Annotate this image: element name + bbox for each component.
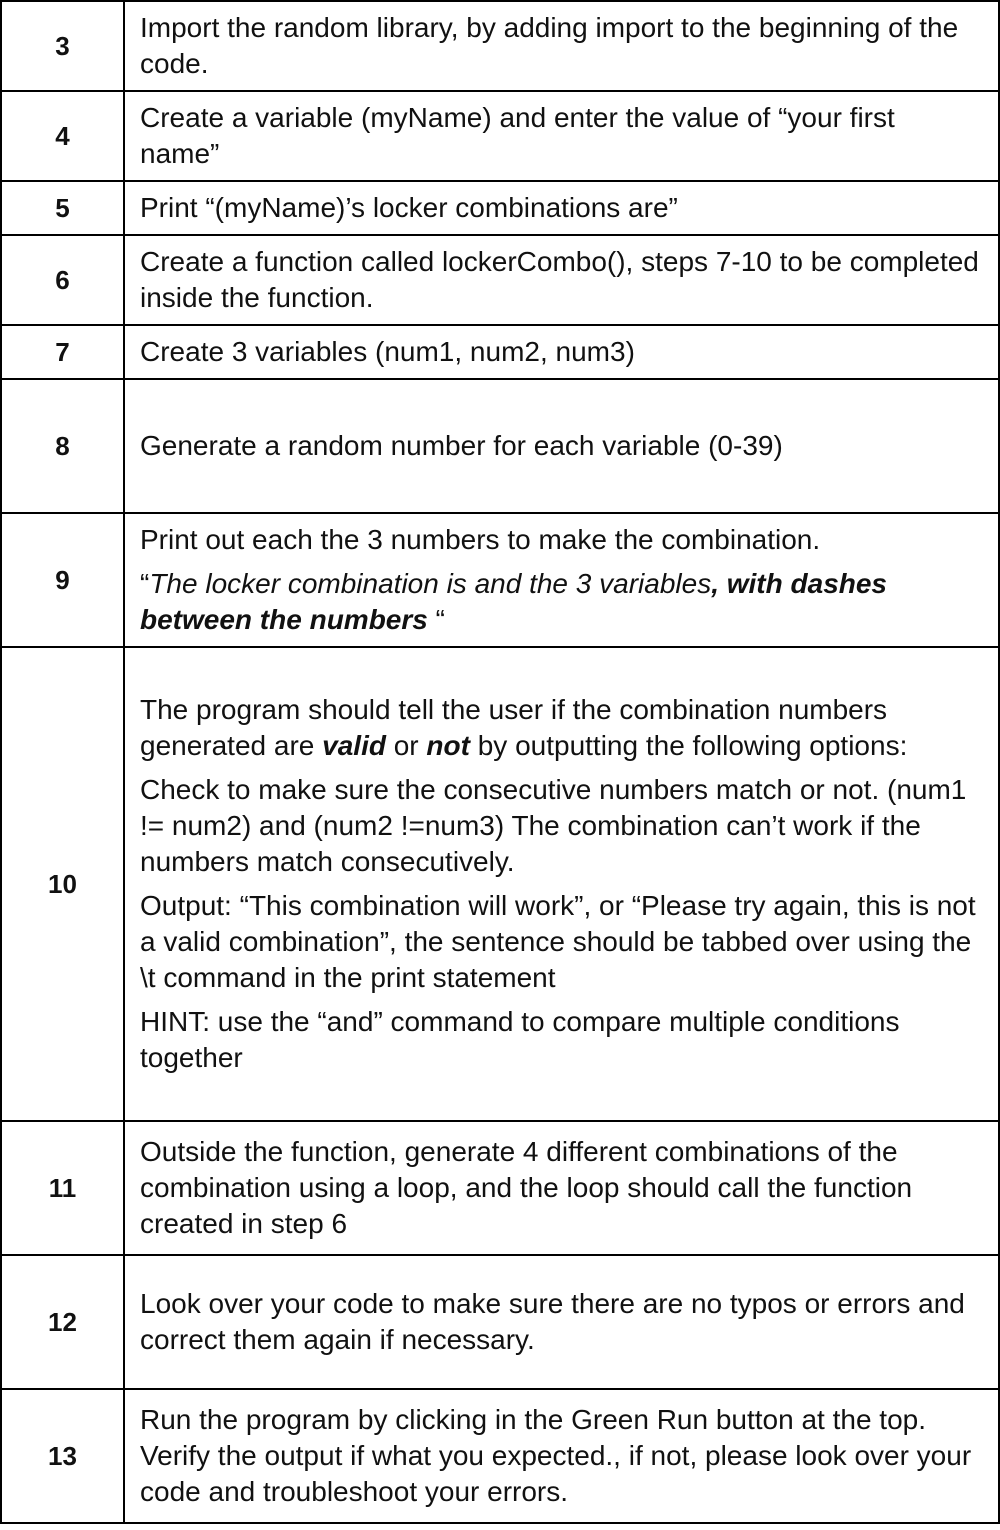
step-text: Import the random library, by adding import to the beginning of the code. — [124, 1, 999, 91]
step-number: 5 — [1, 181, 124, 235]
table-row — [1, 1255, 999, 1389]
not-emphasis: not — [426, 730, 470, 761]
table-row — [1, 235, 999, 325]
step-paragraph: Check to make sure the consecutive numbers match or not. (num1 != num2) and (num2 !=num3) The combination can’t work if the numbers match consecutively. — [140, 774, 967, 877]
step-text: Look over your code to make sure there are no typos or errors and correct them again if necessary. — [124, 1255, 999, 1389]
table-row — [1, 181, 999, 235]
step-number: 6 — [1, 235, 124, 325]
step-text: Create a variable (myName) and enter the value of “your first name” — [124, 91, 999, 181]
bold-italic-text: , with dashes between the numbers — [140, 568, 888, 635]
step-number: 13 — [1, 1389, 124, 1523]
step-text: Run the program by clicking in the Green Run button at the top. Verify the output if what you expected., if not, please look over your code and troubleshoot your errors. — [124, 1389, 999, 1523]
italic-text: The locker combination is and the 3 variables — [149, 568, 712, 599]
step-paragraph: HINT: use the “and” command to compare multiple conditions together — [140, 1006, 900, 1073]
table-row — [1, 1, 999, 91]
table-row — [1, 1389, 999, 1523]
step-paragraph: Output: “This combination will work”, or “Please try again, this is not a valid combination”, the sentence should be tabbed over using the \t command in the print statement — [140, 890, 976, 993]
step-paragraph — [140, 566, 980, 638]
step-number: 8 — [1, 379, 124, 513]
open-quote: “ — [140, 568, 150, 599]
table-row — [1, 91, 999, 181]
step-number: 11 — [1, 1121, 124, 1255]
valid-emphasis: valid — [322, 730, 386, 761]
table-row — [1, 513, 999, 647]
step-text: Outside the function, generate 4 different combinations of the combination using a loop, and the loop should call the function created in step 6 — [124, 1121, 999, 1255]
table-row — [1, 379, 999, 513]
table-row — [1, 325, 999, 379]
step-text — [124, 647, 999, 1121]
step-text — [124, 513, 999, 647]
step-number: 4 — [1, 91, 124, 181]
step-text: Generate a random number for each variable (0-39) — [124, 379, 999, 513]
close-quote: “ — [427, 604, 445, 635]
step-number: 10 — [1, 647, 124, 1121]
step-paragraph: Print out each the 3 numbers to make the combination. — [140, 524, 821, 555]
step-text: Print “(myName)’s locker combinations are” — [124, 181, 999, 235]
step-number: 12 — [1, 1255, 124, 1389]
table-row — [1, 1121, 999, 1255]
text-run: or — [385, 730, 427, 761]
step-number: 9 — [1, 513, 124, 647]
step-number: 3 — [1, 1, 124, 91]
text-run: by outputting the following options: — [469, 730, 908, 761]
step-text: Create 3 variables (num1, num2, num3) — [124, 325, 999, 379]
table-row — [1, 647, 999, 1121]
text-run: The program should tell the user if the combination numbers generated are — [140, 694, 888, 761]
step-paragraph — [140, 692, 980, 764]
step-text: Create a function called lockerCombo(), steps 7-10 to be completed inside the function. — [124, 235, 999, 325]
step-number: 7 — [1, 325, 124, 379]
